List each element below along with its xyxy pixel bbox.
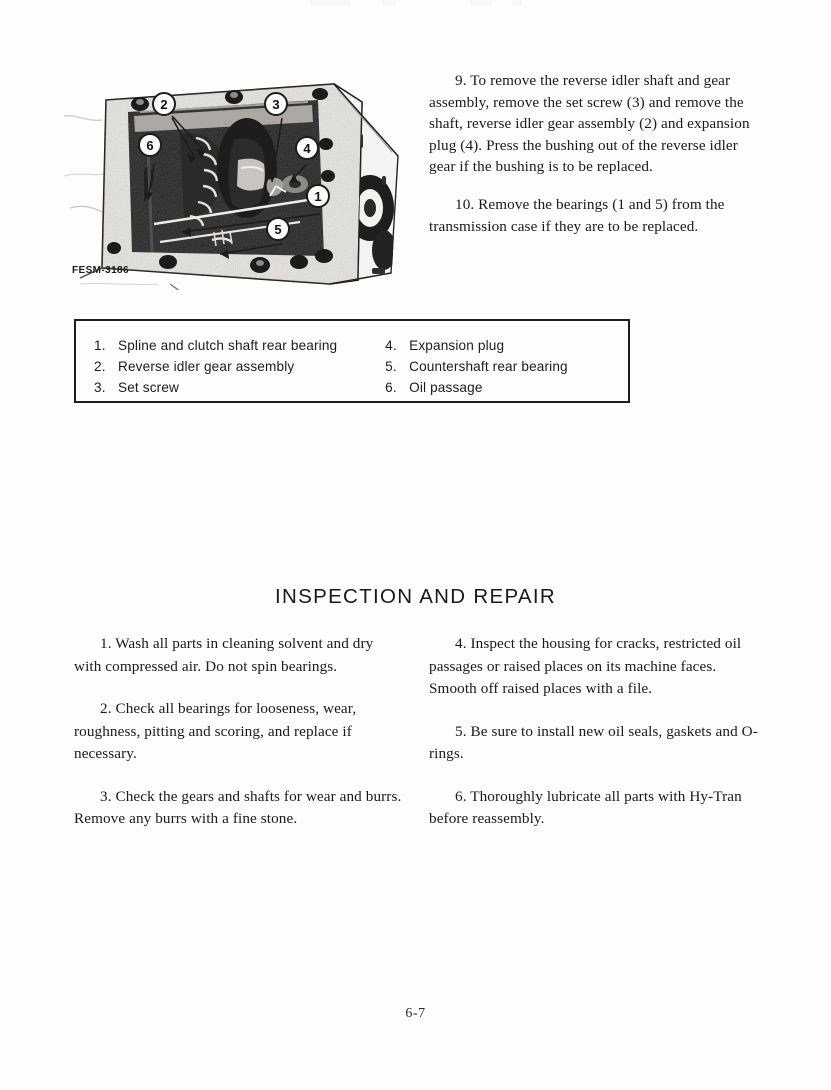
legend-item-number: 3. <box>94 380 106 395</box>
legend-item-label: Reverse idler gear assembly <box>118 359 295 374</box>
legend-item <box>94 356 385 377</box>
legend-item-number: 4. <box>385 338 397 353</box>
page-number: 6-7 <box>405 1006 426 1021</box>
callout-5 <box>267 218 289 240</box>
legend-item-label: Set screw <box>118 380 180 395</box>
inspection-step-2: 2. Check all bearings for looseness, wear, roughness, pitting and scoring, and replace if necessary. <box>74 700 357 762</box>
scan-artifact <box>512 0 522 6</box>
legend-left-column <box>94 335 385 398</box>
svg-text:1: 1 <box>314 189 322 204</box>
callout-6 <box>139 134 161 156</box>
figure-photograph <box>62 72 402 290</box>
inspection-step-4: 4. Inspect the housing for cracks, restricted oil passages or raised places on its machine faces. Smooth off raised places with a file. <box>429 635 742 697</box>
legend-item <box>385 335 618 356</box>
callout-4 <box>296 137 318 159</box>
inspection-step-5: 5. Be sure to install new oil seals, gaskets and O-rings. <box>429 722 758 762</box>
figure-legend-box <box>74 319 630 403</box>
legend-item-label: Spline and clutch shaft rear bearing <box>118 338 338 353</box>
figure-caption-code: FESM-3186 <box>72 265 129 276</box>
legend-right-column <box>385 335 618 398</box>
legend-item-label: Countershaft rear bearing <box>409 359 568 374</box>
legend-item <box>94 377 385 398</box>
legend-item-number: 5. <box>385 359 397 374</box>
svg-text:4: 4 <box>303 141 311 156</box>
scan-artifact <box>382 0 396 6</box>
inspection-step-6: 6. Thoroughly lubricate all parts with Hy-Tran before reassembly. <box>429 787 742 827</box>
inspection-left-column <box>74 633 404 851</box>
callout-2 <box>153 93 175 115</box>
callout-3 <box>265 93 287 115</box>
inspection-step-1: 1. Wash all parts in cleaning solvent and dry with compressed air. Do not spin bearings. <box>74 635 374 675</box>
transmission-case-photo <box>62 72 402 290</box>
legend-item-number: 1. <box>94 338 106 353</box>
svg-text:2: 2 <box>160 97 168 112</box>
svg-text:3: 3 <box>272 97 280 112</box>
inspection-right-column <box>429 633 759 851</box>
instruction-step-9: 9. To remove the reverse idler shaft and gear assembly, remove the set screw (3) and remove the shaft, reverse idler gear assembly (2) and expansion plug (4). Press the bushing out of the reverse idler gear if the bushing is to be replaced. <box>429 72 750 176</box>
inspection-step-3: 3. Check the gears and shafts for wear and burrs. Remove any burrs with a fine stone. <box>74 787 402 827</box>
svg-text:6: 6 <box>146 138 154 153</box>
legend-item <box>385 356 618 377</box>
legend-item-label: Expansion plug <box>409 338 505 353</box>
scan-artifact <box>310 0 350 6</box>
scan-artifact <box>470 0 492 6</box>
svg-text:5: 5 <box>274 222 282 237</box>
legend-item <box>385 377 618 398</box>
section-heading: INSPECTION AND REPAIR <box>275 585 556 608</box>
legend-item-number: 6. <box>385 380 397 395</box>
legend-item-number: 2. <box>94 359 106 374</box>
callout-1 <box>307 185 329 207</box>
instruction-step-10: 10. Remove the bearings (1 and 5) from the transmission case if they are to be replaced. <box>429 195 725 235</box>
legend-item-label: Oil passage <box>409 380 483 395</box>
legend-item <box>94 335 385 356</box>
instruction-steps-column <box>429 70 765 253</box>
